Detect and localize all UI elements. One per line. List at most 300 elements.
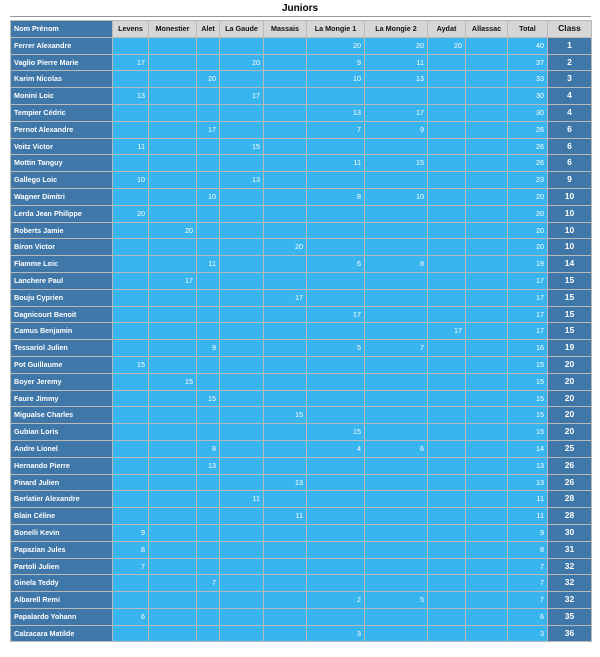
score-cell: [428, 239, 466, 256]
score-cell: 6: [113, 608, 149, 625]
score-cell: [149, 188, 197, 205]
score-cell: [365, 491, 428, 508]
rider-name-cell: Roberts Jamie: [11, 222, 113, 239]
score-cell: [428, 390, 466, 407]
score-cell: [307, 222, 365, 239]
score-cell: [428, 306, 466, 323]
total-cell: 37: [508, 54, 548, 71]
score-cell: [220, 373, 264, 390]
score-cell: [264, 592, 307, 609]
total-cell: 7: [508, 592, 548, 609]
rider-name-cell: Gallego Loic: [11, 172, 113, 189]
score-cell: [264, 373, 307, 390]
column-header: Monestier: [149, 21, 197, 38]
score-cell: [428, 356, 466, 373]
score-cell: [365, 272, 428, 289]
rank-cell: 2: [548, 54, 592, 71]
table-row: [11, 88, 592, 105]
score-cell: [220, 37, 264, 54]
total-cell: 8: [508, 541, 548, 558]
rank-cell: 6: [548, 121, 592, 138]
score-cell: [264, 323, 307, 340]
rank-cell: 25: [548, 440, 592, 457]
score-cell: 4: [307, 440, 365, 457]
score-cell: [197, 474, 220, 491]
rider-name-cell: Boyer Jeremy: [11, 373, 113, 390]
score-cell: [264, 340, 307, 357]
rider-name-cell: Papalardo Yohann: [11, 608, 113, 625]
score-cell: [428, 440, 466, 457]
total-cell: 14: [508, 440, 548, 457]
rank-cell: 14: [548, 256, 592, 273]
score-cell: [466, 239, 508, 256]
score-cell: [428, 608, 466, 625]
score-cell: [428, 272, 466, 289]
score-cell: [264, 306, 307, 323]
score-cell: [264, 608, 307, 625]
total-cell: 30: [508, 88, 548, 105]
score-cell: [149, 508, 197, 525]
score-cell: 6: [365, 440, 428, 457]
score-cell: [264, 625, 307, 642]
score-cell: [220, 239, 264, 256]
score-cell: [149, 37, 197, 54]
score-cell: [428, 205, 466, 222]
rank-cell: 35: [548, 608, 592, 625]
score-cell: [307, 138, 365, 155]
score-cell: [197, 323, 220, 340]
score-cell: 8: [365, 256, 428, 273]
score-cell: 8: [197, 440, 220, 457]
score-cell: [197, 272, 220, 289]
rider-name-cell: Tempier Cédric: [11, 104, 113, 121]
score-cell: [113, 340, 149, 357]
score-cell: [220, 272, 264, 289]
score-cell: [428, 289, 466, 306]
score-cell: [428, 558, 466, 575]
column-header: Allassac: [466, 21, 508, 38]
total-cell: 7: [508, 558, 548, 575]
score-cell: [428, 155, 466, 172]
table-row: [11, 592, 592, 609]
score-cell: [466, 188, 508, 205]
score-cell: 15: [197, 390, 220, 407]
rank-cell: 10: [548, 205, 592, 222]
score-cell: 10: [113, 172, 149, 189]
score-cell: 10: [365, 188, 428, 205]
column-header: Levens: [113, 21, 149, 38]
score-cell: [428, 138, 466, 155]
table-row: [11, 222, 592, 239]
score-cell: [197, 54, 220, 71]
score-cell: 9: [197, 340, 220, 357]
score-cell: [264, 138, 307, 155]
score-cell: [220, 457, 264, 474]
score-cell: [113, 239, 149, 256]
rider-name-cell: Hernando Pierre: [11, 457, 113, 474]
score-cell: [466, 390, 508, 407]
total-cell: 33: [508, 71, 548, 88]
score-cell: [365, 323, 428, 340]
score-cell: [466, 373, 508, 390]
total-cell: 20: [508, 188, 548, 205]
total-cell: 11: [508, 508, 548, 525]
score-cell: [466, 323, 508, 340]
score-cell: [466, 306, 508, 323]
score-cell: [113, 272, 149, 289]
score-cell: [365, 172, 428, 189]
page-title: Juniors: [281, 3, 319, 14]
score-cell: [264, 54, 307, 71]
score-cell: [113, 289, 149, 306]
score-cell: [113, 222, 149, 239]
score-cell: [264, 575, 307, 592]
score-cell: [149, 407, 197, 424]
score-cell: [466, 457, 508, 474]
total-cell: 19: [508, 256, 548, 273]
score-cell: 11: [307, 155, 365, 172]
table-row: [11, 37, 592, 54]
score-cell: [466, 121, 508, 138]
score-cell: [466, 289, 508, 306]
score-cell: [466, 88, 508, 105]
score-cell: [466, 541, 508, 558]
score-cell: [428, 592, 466, 609]
column-header: Total: [508, 21, 548, 38]
score-cell: [428, 407, 466, 424]
score-cell: [365, 373, 428, 390]
rider-name-cell: Pot Guillaume: [11, 356, 113, 373]
score-cell: 5: [365, 592, 428, 609]
score-cell: [307, 172, 365, 189]
rank-cell: 3: [548, 71, 592, 88]
score-cell: [113, 575, 149, 592]
score-cell: 13: [197, 457, 220, 474]
column-header: Massais: [264, 21, 307, 38]
title-divider: [10, 16, 591, 17]
score-cell: [220, 424, 264, 441]
rank-cell: 20: [548, 407, 592, 424]
score-cell: [307, 575, 365, 592]
score-cell: 20: [149, 222, 197, 239]
table-row: [11, 491, 592, 508]
score-cell: [220, 524, 264, 541]
total-cell: 11: [508, 491, 548, 508]
score-cell: [197, 239, 220, 256]
rank-cell: 9: [548, 172, 592, 189]
score-cell: [466, 558, 508, 575]
score-cell: [264, 88, 307, 105]
rank-cell: 15: [548, 272, 592, 289]
score-cell: [113, 508, 149, 525]
score-cell: [149, 608, 197, 625]
score-cell: [149, 88, 197, 105]
score-cell: [220, 306, 264, 323]
score-cell: [113, 155, 149, 172]
score-cell: [264, 524, 307, 541]
score-cell: [113, 407, 149, 424]
table-row: [11, 121, 592, 138]
rank-cell: 32: [548, 575, 592, 592]
score-cell: [365, 575, 428, 592]
score-cell: [220, 222, 264, 239]
rider-name-cell: Vaglio Pierre Marie: [11, 54, 113, 71]
total-cell: 15: [508, 373, 548, 390]
rider-name-cell: Karim Nicolas: [11, 71, 113, 88]
score-cell: 17: [307, 306, 365, 323]
score-cell: 5: [307, 340, 365, 357]
score-cell: 7: [113, 558, 149, 575]
rider-name-cell: Migualse Charles: [11, 407, 113, 424]
column-header: La Mongie 1: [307, 21, 365, 38]
table-row: [11, 407, 592, 424]
rider-name-cell: Tessariol Julien: [11, 340, 113, 357]
score-cell: 20: [365, 37, 428, 54]
score-cell: [149, 340, 197, 357]
score-cell: [149, 205, 197, 222]
score-cell: 7: [307, 121, 365, 138]
score-cell: [264, 390, 307, 407]
score-cell: [220, 323, 264, 340]
rank-cell: 28: [548, 508, 592, 525]
score-cell: [307, 608, 365, 625]
rider-name-cell: Lanchere Paul: [11, 272, 113, 289]
total-cell: 17: [508, 323, 548, 340]
score-cell: [428, 575, 466, 592]
score-cell: 15: [307, 424, 365, 441]
total-cell: 16: [508, 340, 548, 357]
score-cell: [264, 457, 307, 474]
rider-name-cell: Bonelli Kevin: [11, 524, 113, 541]
total-cell: 3: [508, 625, 548, 642]
score-cell: [307, 373, 365, 390]
score-cell: [197, 491, 220, 508]
score-cell: [220, 407, 264, 424]
table-row: [11, 356, 592, 373]
score-cell: [197, 424, 220, 441]
table-row: [11, 524, 592, 541]
score-cell: [365, 608, 428, 625]
total-cell: 17: [508, 272, 548, 289]
score-cell: 17: [149, 272, 197, 289]
score-cell: [307, 474, 365, 491]
score-cell: [466, 205, 508, 222]
score-cell: [466, 524, 508, 541]
rank-cell: 26: [548, 457, 592, 474]
score-cell: [428, 54, 466, 71]
score-cell: 3: [307, 625, 365, 642]
rank-cell: 6: [548, 155, 592, 172]
score-cell: [264, 558, 307, 575]
score-cell: [365, 88, 428, 105]
score-cell: [220, 608, 264, 625]
score-cell: [149, 440, 197, 457]
results-table: [10, 20, 592, 642]
table-row: [11, 104, 592, 121]
score-cell: [365, 407, 428, 424]
rank-cell: 6: [548, 138, 592, 155]
table-body: [11, 37, 592, 642]
score-cell: [466, 575, 508, 592]
score-cell: [113, 440, 149, 457]
score-cell: [466, 592, 508, 609]
score-cell: [466, 71, 508, 88]
rank-cell: 31: [548, 541, 592, 558]
score-cell: [113, 390, 149, 407]
score-cell: 17: [220, 88, 264, 105]
column-header: Class: [548, 21, 592, 38]
score-cell: [264, 272, 307, 289]
score-cell: [149, 239, 197, 256]
table-row: [11, 508, 592, 525]
total-cell: 40: [508, 37, 548, 54]
score-cell: [149, 256, 197, 273]
score-cell: [466, 340, 508, 357]
score-cell: [264, 256, 307, 273]
rider-name-cell: Lerda Jean Philippe: [11, 205, 113, 222]
total-cell: 20: [508, 205, 548, 222]
score-cell: [365, 541, 428, 558]
score-cell: [197, 541, 220, 558]
column-header: La Gaude: [220, 21, 264, 38]
score-cell: 13: [307, 104, 365, 121]
score-cell: [149, 625, 197, 642]
score-cell: [365, 625, 428, 642]
score-cell: [220, 289, 264, 306]
score-cell: [428, 340, 466, 357]
score-cell: [428, 524, 466, 541]
score-cell: [466, 625, 508, 642]
score-cell: [428, 71, 466, 88]
score-cell: [220, 625, 264, 642]
score-cell: [197, 37, 220, 54]
score-cell: 11: [220, 491, 264, 508]
total-cell: 17: [508, 306, 548, 323]
score-cell: [220, 390, 264, 407]
rank-cell: 15: [548, 323, 592, 340]
column-header: Alet: [197, 21, 220, 38]
score-cell: 15: [113, 356, 149, 373]
score-cell: 11: [365, 54, 428, 71]
score-cell: [220, 205, 264, 222]
score-cell: 10: [197, 188, 220, 205]
score-cell: [149, 71, 197, 88]
score-cell: 2: [307, 592, 365, 609]
score-cell: [466, 272, 508, 289]
score-cell: 8: [307, 188, 365, 205]
score-cell: [149, 558, 197, 575]
score-cell: [428, 474, 466, 491]
column-header: Nom Prénom: [11, 21, 113, 38]
table-row: [11, 205, 592, 222]
total-cell: 30: [508, 104, 548, 121]
score-cell: [220, 256, 264, 273]
rank-cell: 30: [548, 524, 592, 541]
rank-cell: 15: [548, 306, 592, 323]
score-cell: [307, 457, 365, 474]
rank-cell: 20: [548, 373, 592, 390]
score-cell: [197, 407, 220, 424]
rank-cell: 19: [548, 340, 592, 357]
score-cell: [149, 172, 197, 189]
score-cell: [264, 491, 307, 508]
table-row: [11, 575, 592, 592]
score-cell: [113, 457, 149, 474]
score-cell: 7: [365, 340, 428, 357]
score-cell: [220, 508, 264, 525]
table-row: [11, 289, 592, 306]
score-cell: [113, 491, 149, 508]
score-cell: [149, 138, 197, 155]
score-cell: [428, 256, 466, 273]
column-header: Aydat: [428, 21, 466, 38]
score-cell: [220, 104, 264, 121]
score-cell: [365, 239, 428, 256]
score-cell: [264, 37, 307, 54]
rank-cell: 4: [548, 104, 592, 121]
rider-name-cell: Berlatier Alexandre: [11, 491, 113, 508]
score-cell: [428, 188, 466, 205]
score-cell: [307, 491, 365, 508]
score-cell: [466, 474, 508, 491]
table-row: [11, 424, 592, 441]
score-cell: [365, 306, 428, 323]
rider-name-cell: Mottin Tanguy: [11, 155, 113, 172]
score-cell: [113, 104, 149, 121]
score-cell: 15: [264, 407, 307, 424]
score-cell: [428, 172, 466, 189]
total-cell: 15: [508, 390, 548, 407]
score-cell: [365, 558, 428, 575]
total-cell: 15: [508, 424, 548, 441]
table-row: [11, 188, 592, 205]
total-cell: 15: [508, 407, 548, 424]
score-cell: 11: [113, 138, 149, 155]
table-row: [11, 558, 592, 575]
score-cell: [466, 37, 508, 54]
score-cell: 6: [307, 256, 365, 273]
score-cell: [197, 558, 220, 575]
score-cell: [197, 524, 220, 541]
total-cell: 9: [508, 524, 548, 541]
score-cell: [220, 474, 264, 491]
rank-cell: 1: [548, 37, 592, 54]
score-cell: [466, 138, 508, 155]
score-cell: [220, 558, 264, 575]
score-cell: [365, 524, 428, 541]
score-cell: [307, 88, 365, 105]
score-cell: [197, 88, 220, 105]
score-cell: [466, 222, 508, 239]
score-cell: [197, 592, 220, 609]
total-cell: 26: [508, 155, 548, 172]
score-cell: [197, 508, 220, 525]
score-cell: [428, 222, 466, 239]
score-cell: [428, 121, 466, 138]
rank-cell: 10: [548, 222, 592, 239]
score-cell: [466, 256, 508, 273]
total-cell: 26: [508, 138, 548, 155]
score-cell: [264, 356, 307, 373]
score-cell: [113, 121, 149, 138]
score-cell: [149, 356, 197, 373]
score-cell: 13: [113, 88, 149, 105]
score-cell: [113, 256, 149, 273]
total-cell: 6: [508, 608, 548, 625]
rank-cell: 20: [548, 390, 592, 407]
score-cell: [220, 155, 264, 172]
score-cell: [149, 592, 197, 609]
